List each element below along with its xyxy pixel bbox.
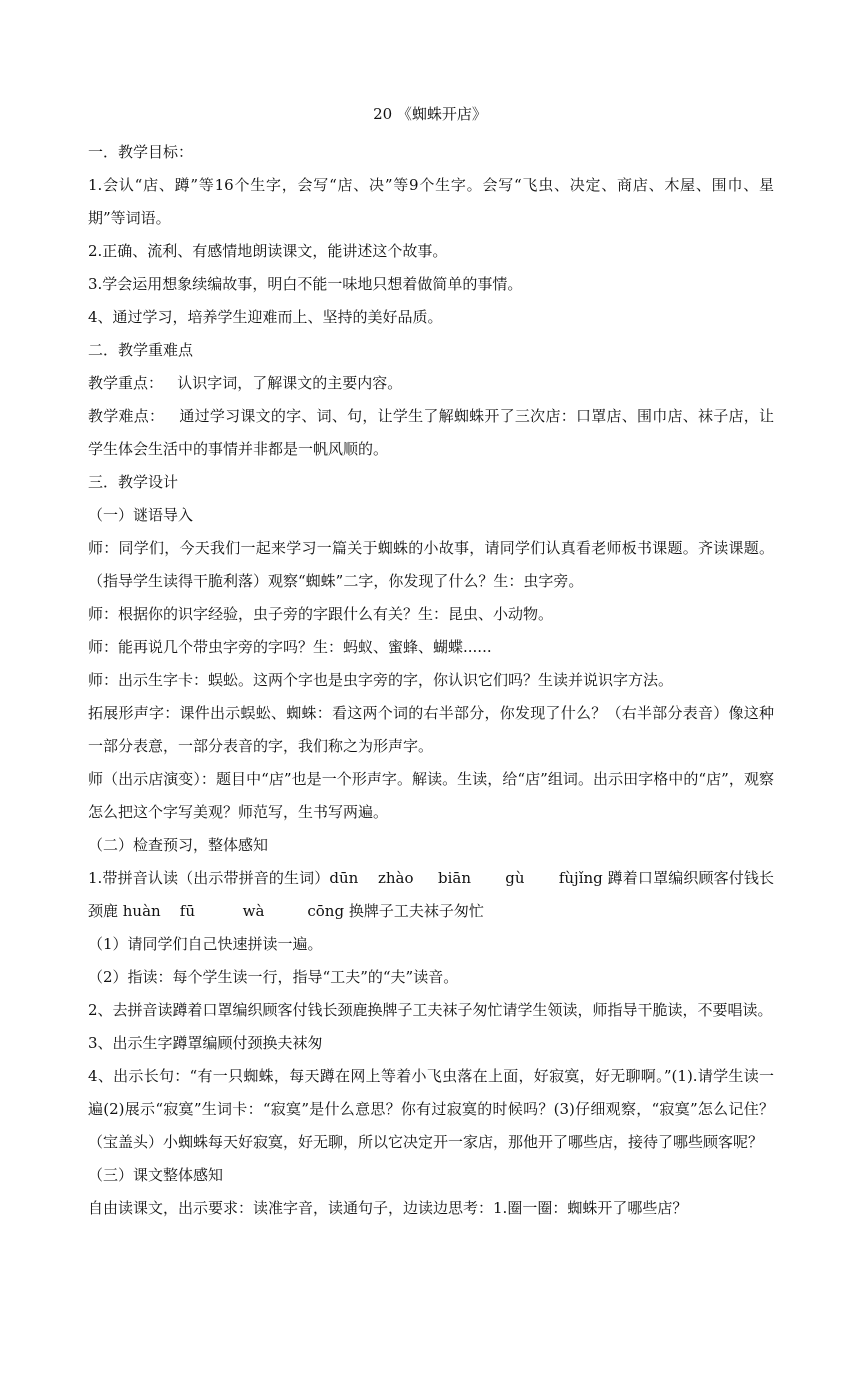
paragraph-pinyin: 1.带拼音认读（出示带拼音的生词）dūn zhào biān gù fùjǐng 蹲着口罩编织顾客付钱长颈鹿 huàn fū wà cōng 换牌子工夫袜子匆忙 (88, 869, 774, 920)
paragraph: 2、去拼音读蹲着口罩编织顾客付钱长颈鹿换牌子工夫袜子匆忙请学生领读，师指导干脆读，不要唱读。 (88, 1001, 773, 1019)
paragraph: 拓展形声字：课件出示蜈蚣、蜘蛛：看这两个词的右半部分，你发现了什么？（右半部分表音）像这种一部分表意，一部分表音的字，我们称之为形声字。 (88, 704, 774, 755)
subsection-heading-riddle: （一）谜语导入 (88, 506, 194, 524)
paragraph: （1）请同学们自己快速拼读一遍。 (88, 935, 323, 953)
paragraph: 师：根据你的识字经验，虫子旁的字跟什么有关？生：昆虫、小动物。 (88, 605, 554, 623)
lesson-title: 20 《蜘蛛开店》 (373, 105, 487, 123)
subsection-heading-preview: （二）检查预习，整体感知 (88, 836, 269, 854)
difficult-point: 教学难点： 通过学习课文的字、词、句，让学生了解蜘蛛开了三次店：口罩店、围巾店、袜子店，让学生体会生活中的事情并非都是一帆风顺的。 (88, 407, 774, 458)
objective-3: 3.学会运用想象续编故事，明白不能一味地只想着做简单的事情。 (88, 275, 523, 293)
paragraph: 自由读课文，出示要求：读准字音，读通句子，边读边思考：1.圈一圈：蜘蛛开了哪些店？ (88, 1199, 688, 1217)
paragraph: 师：能再说几个带虫字旁的字吗？生：蚂蚁、蜜蜂、蝴蝶...... (88, 638, 492, 656)
paragraph: 师：同学们，今天我们一起来学习一篇关于蜘蛛的小故事，请同学们认真看老师板书课题。齐读课题。（指导学生读得干脆利落）观察“蜘蛛”二字，你发现了什么？生：虫字旁。 (88, 539, 774, 590)
paragraph: 4、出示长句：“有一只蜘蛛，每天蹲在网上等着小飞虫落在上面，好寂寞，好无聊啊。”(1).请学生读一遍(2)展示“寂寞”生词卡：“寂寞”是什么意思？你有过寂寞的时候吗？(3)仔细观察，“寂寞”怎么记住？（宝盖头）小蜘蛛每天好寂寞，好无聊，所以它决定开一家店，那他开了哪些店，接待了哪些顾客呢？ (88, 1067, 774, 1151)
section-heading-key-points: 二．教学重难点 (88, 341, 194, 359)
paragraph: 3、出示生字蹲罩编顾付颈换夫袜匆 (88, 1034, 323, 1052)
objective-1: 1.会认“店、蹲”等16个生字，会写“店、决”等9个生字。会写“飞虫、决定、商店、木屋、围巾、星期”等词语。 (88, 176, 774, 227)
section-heading-objectives: 一．教学目标： (88, 143, 194, 161)
key-point: 教学重点： 认识字词，了解课文的主要内容。 (88, 374, 403, 392)
section-heading-design: 三．教学设计 (88, 473, 179, 491)
subsection-heading-overall: （三）课文整体感知 (88, 1166, 224, 1184)
paragraph: 师：出示生字卡：蜈蚣。这两个字也是虫字旁的字，你认识它们吗？生读并说识字方法。 (88, 671, 674, 689)
paragraph: 师（出示店演变）：题目中“店”也是一个形声字。解读。生读，给“店”组词。出示田字格中的“店”，观察怎么把这个字写美观？师范写，生书写两遍。 (88, 770, 774, 821)
paragraph: （2）指读：每个学生读一行，指导“工夫”的“夫”读音。 (88, 968, 459, 986)
lesson-body (88, 136, 774, 1225)
objective-4: 4、通过学习，培养学生迎难而上、坚持的美好品质。 (88, 308, 443, 326)
objective-2: 2.正确、流利、有感情地朗读课文，能讲述这个故事。 (88, 242, 448, 260)
